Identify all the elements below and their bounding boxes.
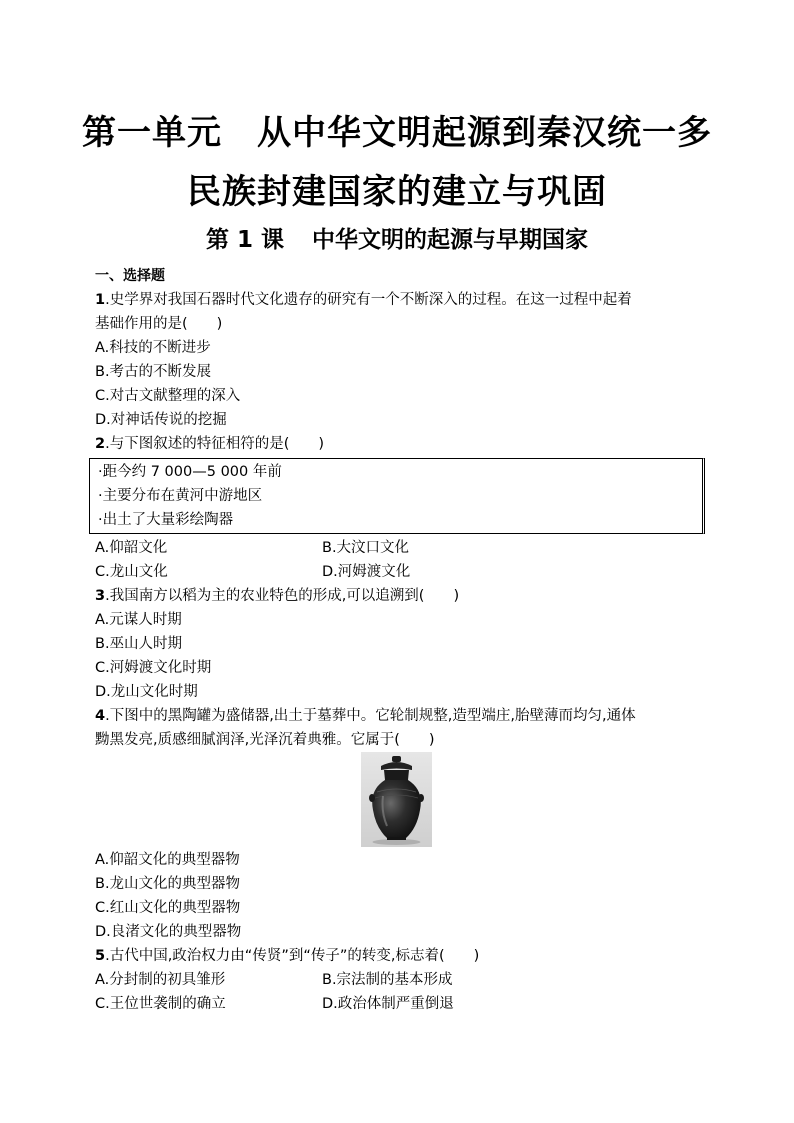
q2-option-c: C.龙山文化 — [95, 564, 168, 580]
q1-stem-line1: 1.史学界对我国石器时代文化遗存的研究有一个不断深入的过程。在这一过程中起着 — [95, 292, 632, 308]
q1-number: 1 — [95, 292, 106, 308]
q1-option-c: C.对古文献整理的深入 — [95, 388, 241, 404]
q1-stem-line2: 基础作用的是( ) — [95, 316, 223, 332]
unit-title-line1: 第一单元 从中华文明起源到秦汉统一多 — [82, 113, 712, 153]
q5-option-b: B.宗法制的基本形成 — [322, 972, 453, 988]
q3-option-d: D.龙山文化时期 — [95, 684, 198, 700]
q5-option-d: D.政治体制严重倒退 — [322, 996, 454, 1012]
q2-number: 2 — [95, 436, 106, 452]
q4-stem-line1: 4.下图中的黑陶罐为盛储器,出土于墓葬中。它轮制规整,造型端庄,胎壁薄而均匀,通体 — [95, 708, 636, 724]
q3-option-b: B.巫山人时期 — [95, 636, 183, 652]
q4-option-a: A.仰韶文化的典型器物 — [95, 852, 240, 868]
q2-option-d: D.河姆渡文化 — [322, 564, 411, 580]
q3-number: 3 — [95, 588, 106, 604]
q3-option-a: A.元谋人时期 — [95, 612, 182, 628]
q2-box-line3: ·出土了大量彩绘陶器 — [98, 512, 234, 528]
q3-option-c: C.河姆渡文化时期 — [95, 660, 212, 676]
q1-option-a: A.科技的不断进步 — [95, 340, 211, 356]
black-pottery-jar-icon — [361, 752, 432, 847]
q1-option-d: D.对神话传说的挖掘 — [95, 412, 227, 428]
lesson-number: 第 1 课 — [205, 227, 285, 253]
q5-option-a: A.分封制的初具雏形 — [95, 972, 226, 988]
section-heading: 一、选择题 — [95, 268, 165, 284]
lesson-name: 中华文明的起源与早期国家 — [312, 227, 589, 253]
q4-number: 4 — [95, 708, 106, 724]
q5-option-c: C.王位世袭制的确立 — [95, 996, 226, 1012]
q2-box-line1: ·距今约 7 000—5 000 年前 — [98, 464, 282, 480]
q2-option-b: B.大汶口文化 — [322, 540, 410, 556]
q4-option-d: D.良渚文化的典型器物 — [95, 924, 242, 940]
black-pottery-jar-image — [361, 752, 432, 847]
q2-box-line2: ·主要分布在黄河中游地区 — [98, 488, 263, 504]
unit-title-line2: 民族封建国家的建立与巩固 — [187, 172, 607, 212]
q1-option-b: B.考古的不断发展 — [95, 364, 212, 380]
q2-stem: 2.与下图叙述的特征相符的是( ) — [95, 436, 325, 452]
q5-stem: 5.古代中国,政治权力由“传贤”到“传子”的转变,标志着( ) — [95, 948, 480, 964]
q2-option-a: A.仰韶文化 — [95, 540, 168, 556]
q4-option-b: B.龙山文化的典型器物 — [95, 876, 241, 892]
q4-option-c: C.红山文化的典型器物 — [95, 900, 241, 916]
lesson-title — [0, 224, 794, 256]
q5-number: 5 — [95, 948, 106, 964]
q3-stem: 3.我国南方以稻为主的农业特色的形成,可以追溯到( ) — [95, 588, 460, 604]
q2-info-box — [89, 458, 705, 534]
q4-stem-line2: 黝黑发亮,质感细腻润泽,光泽沉着典雅。它属于( ) — [95, 732, 435, 748]
